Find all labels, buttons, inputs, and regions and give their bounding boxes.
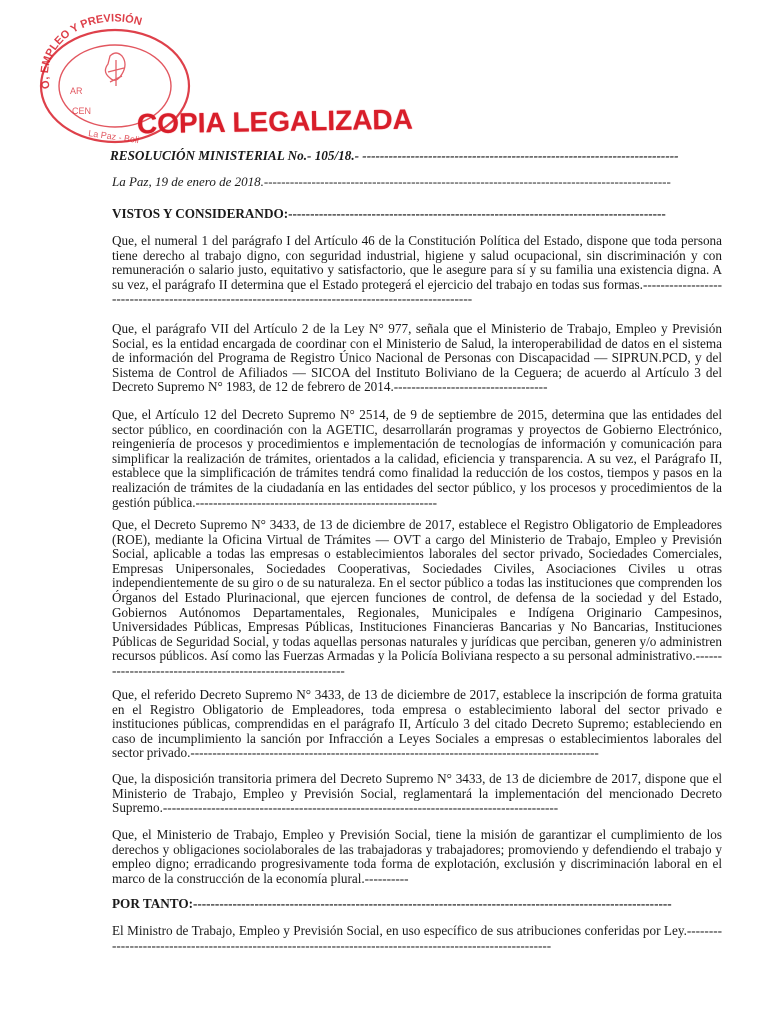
- stamp-inner-text-1: AR: [70, 86, 83, 96]
- por-tanto-heading: POR TANTO:-------------------------------------------------------------------------------------------------------------: [112, 896, 672, 911]
- svg-text:O, EMPLEO Y PREVISIÓN: [39, 12, 143, 90]
- stamp-label: COPIA LEGALIZADA: [136, 103, 414, 140]
- paragraph-5: Que, el referido Decreto Supremo N° 3433, de 13 de diciembre de 2017, establece la inscripción de forma gratuita en el Registro Obligatorio de Empleadores, toda empresa o establecimiento laboral del sector privado e instituciones públicas, comprendidas en el parágrafo II, Artículo 3 del citado Decreto Supremo; estableciendo en caso de incumplimiento la sanción por Infracción a Leyes Sociales a empresas o establecimientos laborales del sector privado.---------------------------------------------------------------------------------------------: [112, 688, 722, 761]
- resolution-date: La Paz, 19 de enero de 2018.----------------------------------------------------------------------------------------------: [112, 174, 671, 189]
- paragraph-7: Que, el Ministerio de Trabajo, Empleo y Previsión Social, tiene la misión de garantizar el cumplimiento de los derechos y obligaciones sociolaborales de las trabajadoras y trabajadores; promoviendo y defendiendo el trabajo y empleo digno; erradicando progresivamente toda forma de explotación, exclusión y discriminación laboral en el marco de la construcción de la economía plural.----------: [112, 828, 722, 886]
- stamp-emblem-icon: [105, 53, 125, 86]
- final-paragraph: El Ministro de Trabajo, Empleo y Previsión Social, en uso específico de sus atribuciones conferidas por Ley.------------------------------------------------------------------------------------------------------------: [112, 924, 722, 953]
- paragraph-3: Que, el Artículo 12 del Decreto Supremo N° 2514, de 9 de septiembre de 2015, determina que las entidades del sector público, en coordinación con la AGETIC, desarrollarán programas y proyectos de Gobierno Electrónico, reingeniería de procesos y procedimientos e implementación de tecnologías de información y comunicación para simplificar la realización de trámites, orientados a la calidad, eficiencia y transparencia. A su vez, el Parágrafo II, establece que la simplificación de trámites tendrá como finalidad la reducción de los costos, tiempos y pasos en la realización de trámites de la ciudadanía en las entidades del sector público, y los procesos y procedimientos de la gestión pública.-------------------------------------------------------: [112, 408, 722, 510]
- stamp-bottom-text: La Paz - Boli: [87, 128, 140, 146]
- vistos-heading: VISTOS Y CONSIDERANDO:--------------------------------------------------------------------------------------: [112, 206, 666, 221]
- paragraph-1: Que, el numeral 1 del parágrafo I del Artículo 46 de la Constitución Política del Estado, dispone que toda persona tiene derecho al trabajo digno, con seguridad industrial, higiene y salud ocupacional, sin discriminación y con remuneración o salario justo, equitativo y satisfactorio, que le asegure para sí y su familia una existencia digna. A su vez, el parágrafo II determina que el Estado protegerá el ejercicio del trabajo en todas sus formas.----------------------------------------------------------------------------------------------------: [112, 234, 722, 307]
- resolution-title: RESOLUCIÓN MINISTERIAL No.- 105/18.- ------------------------------------------------------------------------: [110, 148, 679, 163]
- stamp-ring-text: O, EMPLEO Y PREVISIÓN: [38, 12, 144, 90]
- paragraph-6: Que, la disposición transitoria primera del Decreto Supremo N° 3433, de 13 de diciembre de 2017, dispone que el Ministerio de Trabajo, Empleo y Previsión Social, reglamentará la implementación del mencionado Decreto Supremo.------------------------------------------------------------------------------------------: [112, 772, 722, 816]
- paragraph-4: Que, el Decreto Supremo N° 3433, de 13 de diciembre de 2017, establece el Registro Obligatorio de Empleadores (ROE), mediante la Oficina Virtual de Trámites — OVT a cargo del Ministerio de Trabajo, Empleo y Previsión Social, aplicable a todas las empresas o establecimientos laborales del sector privado, Sociedades Comerciales, Empresas Unipersonales, Sociedades Cooperativas, Sociedades Civiles, Asociaciones Civiles u otras independientemente de su giro o de su naturaleza. En el sector público a todas las instituciones que comprenden los Órganos del Estado Plurinacional, que ejercen funciones de control, de defensa de la sociedad y del Estado, Gobiernos Autónomos Departamentales, Regionales, Municipales e Indígena Originario Campesinos, Universidades Públicas, Empresas Públicas, Instituciones Financieras Bancarias y No Bancarias, Instituciones Públicas de Seguridad Social, y todas aquellas personas naturales y jurídicas que perciban, generen y/o administren recursos públicos. Así como las Fuerzas Armadas y la Policía Boliviana respecto a su personal administrativo.-----------------------------------------------------------: [112, 518, 722, 678]
- legalized-copy-stamp: [30, 12, 414, 150]
- paragraph-2: Que, el parágrafo VII del Artículo 2 de la Ley N° 977, señala que el Ministerio de Trabajo, Empleo y Previsión Social, es la entidad encargada de coordinar con el Ministerio de Salud, la interoperabilidad de datos en el sistema de información del Programa de Registro Único Nacional de Personas con Discapacidad — SIPRUN.PCD, y del Sistema de Control de Afiliados — SICOA del Instituto Boliviano de la Ceguera; de acuerdo al Artículo 3 del Decreto Supremo N° 1983, de 12 de febrero de 2014.-----------------------------------: [112, 322, 722, 395]
- stamp-inner-text-2: CEN: [72, 106, 92, 116]
